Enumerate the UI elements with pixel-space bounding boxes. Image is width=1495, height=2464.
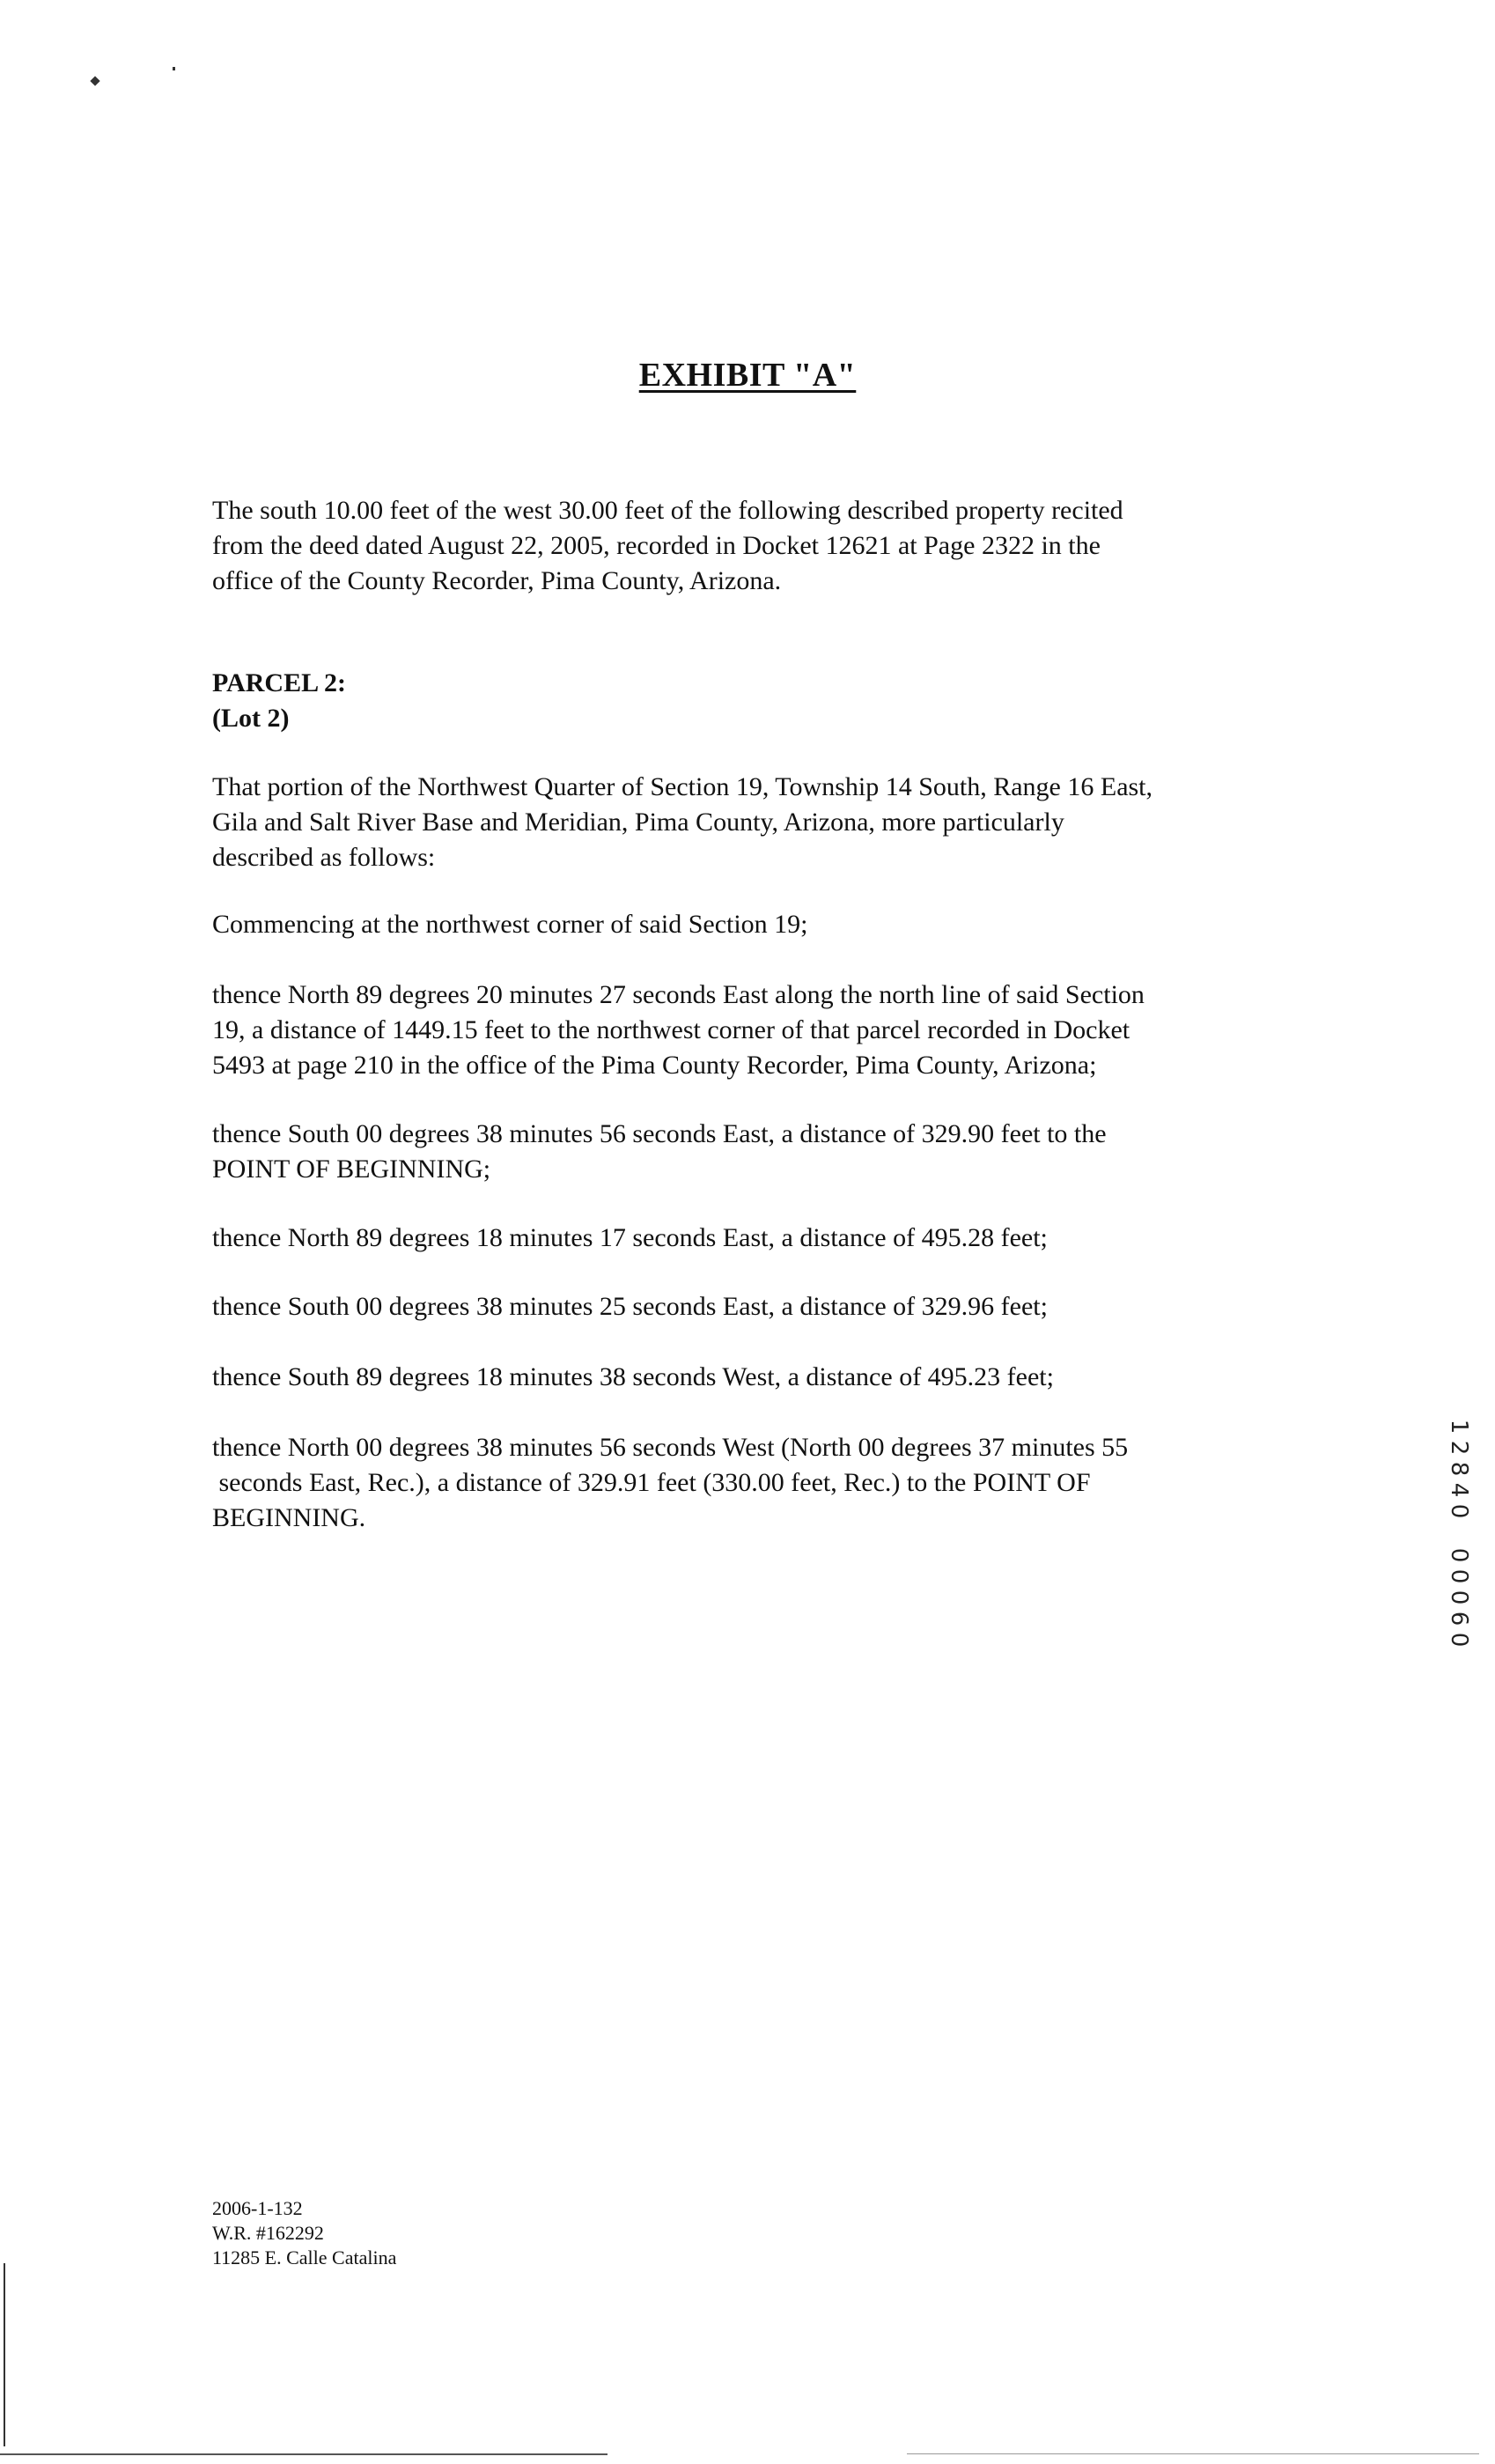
stamp-docket	[1444, 1416, 1474, 1522]
commencing-paragraph	[212, 907, 1295, 942]
course-line: thence North 89 degrees 18 minutes 17 seconds East, a distance of 495.28 feet;	[212, 1223, 1048, 1252]
scan-speck	[90, 76, 99, 85]
course-line: thence South 00 degrees 38 minutes 56 seconds East, a distance of 329.90 feet to the	[212, 1119, 1107, 1148]
scan-speck	[173, 67, 175, 70]
commencing-line: Commencing at the northwest corner of said Section 19;	[212, 910, 808, 939]
scan-edge-mark	[4, 2263, 5, 2446]
course-line: BEGINNING.	[212, 1503, 366, 1532]
course-paragraph	[212, 1221, 1295, 1256]
course-line: POINT OF BEGINNING;	[212, 1155, 491, 1184]
course-line: thence South 89 degrees 18 minutes 38 seconds West, a distance of 495.23 feet;	[212, 1362, 1054, 1391]
course-line: seconds East, Rec.), a distance of 329.91 feet (330.00 feet, Rec.) to the POINT OF	[212, 1468, 1091, 1497]
course-paragraph	[212, 1289, 1295, 1324]
intro-line: from the deed dated August 22, 2005, recorded in Docket 12621 at Page 2322 in the	[212, 531, 1101, 560]
footer-reference	[212, 2196, 396, 2270]
stamp-digit: 4	[1446, 1482, 1472, 1498]
stamp-page	[1444, 1545, 1474, 1650]
intro-line: The south 10.00 feet of the west 30.00 feet of the following described property recited	[212, 496, 1123, 525]
stamp-digit: 6	[1446, 1611, 1472, 1627]
stamp-digit: 0	[1446, 1547, 1472, 1563]
stamp-digit: 2	[1446, 1440, 1472, 1456]
footer-line: W.R. #162292	[212, 2222, 324, 2244]
course-line: 5493 at page 210 in the office of the Pima County Recorder, Pima County, Arizona;	[212, 1051, 1097, 1080]
course-line: thence North 00 degrees 38 minutes 56 seconds West (North 00 degrees 37 minutes 55	[212, 1433, 1129, 1462]
exhibit-title: EXHIBIT "A"	[638, 357, 857, 394]
footer-line: 2006-1-132	[212, 2197, 303, 2219]
course-paragraph	[212, 977, 1295, 1083]
parcel-lot: (Lot 2)	[212, 704, 290, 733]
footer-line: 11285 E. Calle Catalina	[212, 2246, 397, 2269]
stamp-digit: 0	[1446, 1503, 1472, 1519]
stamp-digit: 1	[1446, 1419, 1472, 1435]
intro-paragraph	[212, 493, 1295, 599]
course-line: thence South 00 degrees 38 minutes 25 seconds East, a distance of 329.96 feet;	[212, 1292, 1048, 1321]
course-line: 19, a distance of 1449.15 feet to the northwest corner of that parcel recorded in Docket	[212, 1015, 1130, 1044]
course-paragraph	[212, 1360, 1295, 1395]
description-line: Gila and Salt River Base and Meridian, Pima County, Arizona, more particularly	[212, 808, 1064, 837]
description-paragraph	[212, 770, 1295, 875]
intro-line: office of the County Recorder, Pima County, Arizona.	[212, 566, 782, 595]
course-paragraph	[212, 1117, 1295, 1187]
description-line: That portion of the Northwest Quarter of Section 19, Township 14 South, Range 16 East,	[212, 772, 1153, 801]
stamp-digit: 0	[1446, 1590, 1472, 1605]
parcel-heading: PARCEL 2:	[212, 668, 346, 697]
stamp-digit: 0	[1446, 1568, 1472, 1584]
description-line: described as follows:	[212, 843, 436, 872]
course-line: thence North 89 degrees 20 minutes 27 seconds East along the north line of said Section	[212, 980, 1145, 1009]
stamp-digit: 0	[1446, 1632, 1472, 1648]
recorder-stamp	[1444, 1416, 1474, 1650]
parcel-heading-block	[212, 666, 1295, 736]
course-paragraph	[212, 1430, 1295, 1536]
scan-bottom-rule	[907, 2453, 1479, 2454]
stamp-digit: 8	[1446, 1461, 1472, 1477]
scan-bottom-rule	[0, 2453, 608, 2455]
